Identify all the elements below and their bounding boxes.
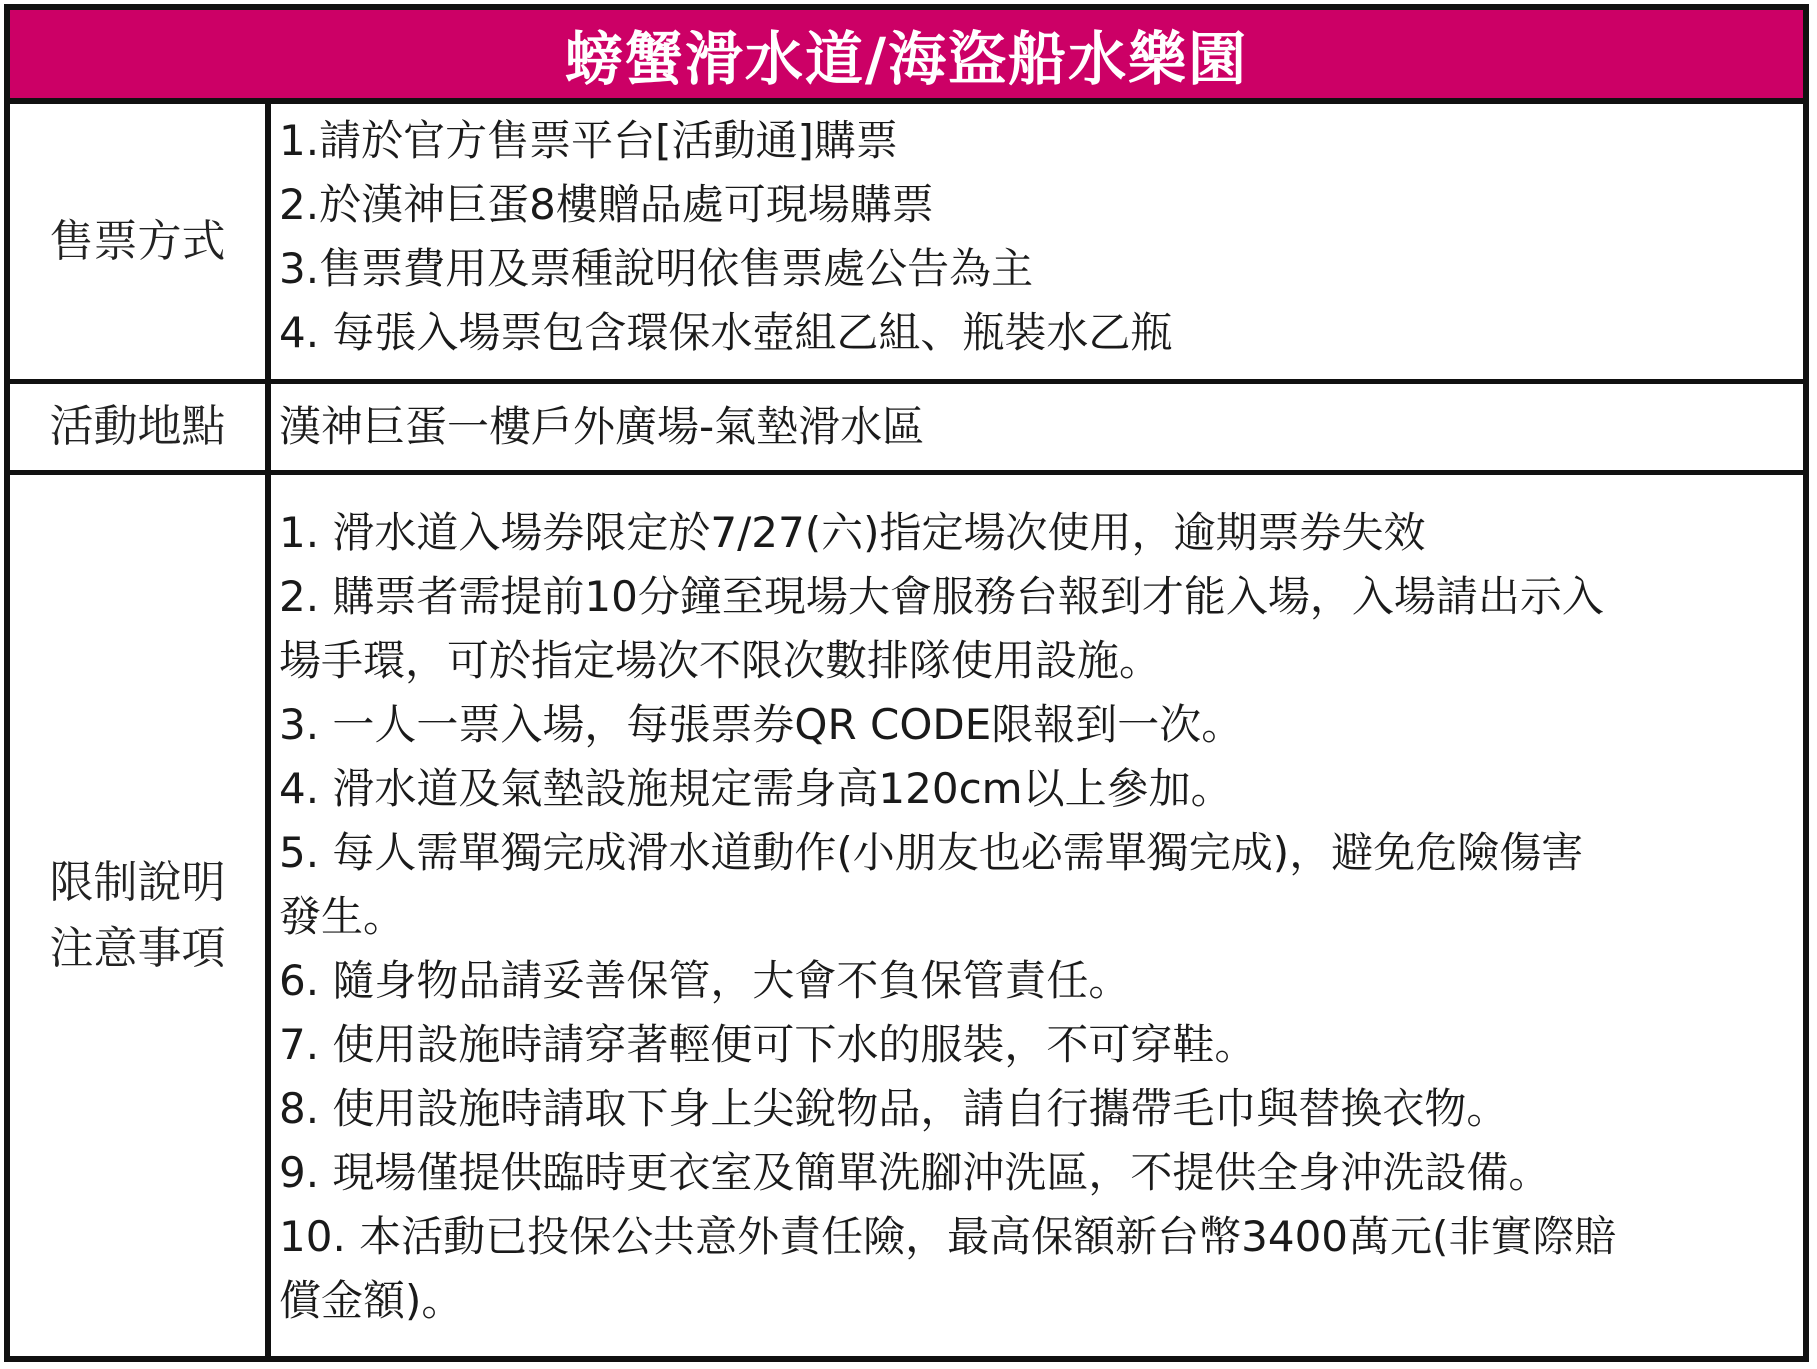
title-banner (10, 10, 1803, 104)
rules-line: 2. 購票者需提前10分鐘至現場大會服務台報到才能入場，入場請出示入 (279, 572, 1604, 621)
location-line: 漢神巨蛋一樓戶外廣場-氣墊滑水區 (279, 402, 925, 451)
ticket-line: 4. 每張入場票包含環保水壺組乙組、瓶裝水乙瓶 (279, 308, 1173, 357)
rules-line: 3. 一人一票入場，每張票券QR CODE限報到一次。 (279, 700, 1244, 749)
ticket-line: 3.售票費用及票種說明依售票處公告為主 (279, 244, 1034, 293)
rules-line: 8. 使用設施時請取下身上尖銳物品，請自行攜帶毛巾與替換衣物。 (279, 1084, 1509, 1133)
rules-line: 10. 本活動已投保公共意外責任險，最高保額新台幣3400萬元(非實際賠 (279, 1212, 1617, 1261)
location-label-cell (10, 384, 271, 470)
rules-line: 償金額)。 (279, 1276, 464, 1325)
rules-line: 9. 現場僅提供臨時更衣室及簡單洗腳沖洗區，不提供全身沖洗設備。 (279, 1148, 1551, 1197)
rules-line: 場手環，可於指定場次不限次數排隊使用設施。 (279, 636, 1162, 685)
rules-line: 6. 隨身物品請妥善保管，大會不負保管責任。 (279, 956, 1131, 1005)
rules-content (271, 475, 1803, 1356)
rules-line: 1. 滑水道入場券限定於7/27(六)指定場次使用，逾期票券失效 (279, 508, 1426, 557)
row-rules (10, 475, 1803, 1356)
row-ticket-method (10, 104, 1803, 384)
rules-line: 4. 滑水道及氣墊設施規定需身高120cm以上參加。 (279, 764, 1233, 813)
rules-label: 限制說明 注意事項 (49, 856, 226, 974)
location-content (271, 384, 1803, 470)
rules-line: 7. 使用設施時請穿著輕便可下水的服裝，不可穿鞋。 (279, 1020, 1257, 1069)
row-location (10, 384, 1803, 475)
location-label: 活動地點 (49, 401, 226, 452)
rules-line: 發生。 (279, 892, 406, 941)
ticket-line: 2.於漢神巨蛋8樓贈品處可現場購票 (279, 180, 934, 229)
ticket-label: 售票方式 (49, 215, 226, 267)
info-table (4, 4, 1809, 1362)
ticket-label-cell (10, 104, 271, 379)
ticket-line: 1.請於官方售票平台[活動通]購票 (279, 116, 898, 165)
page-title: 螃蟹滑水道/海盜船水樂園 (564, 25, 1249, 93)
rules-line: 5. 每人需單獨完成滑水道動作(小朋友也必需單獨完成)，避免危險傷害 (279, 828, 1584, 877)
ticket-content (271, 104, 1803, 379)
rules-label-cell (10, 475, 271, 1356)
